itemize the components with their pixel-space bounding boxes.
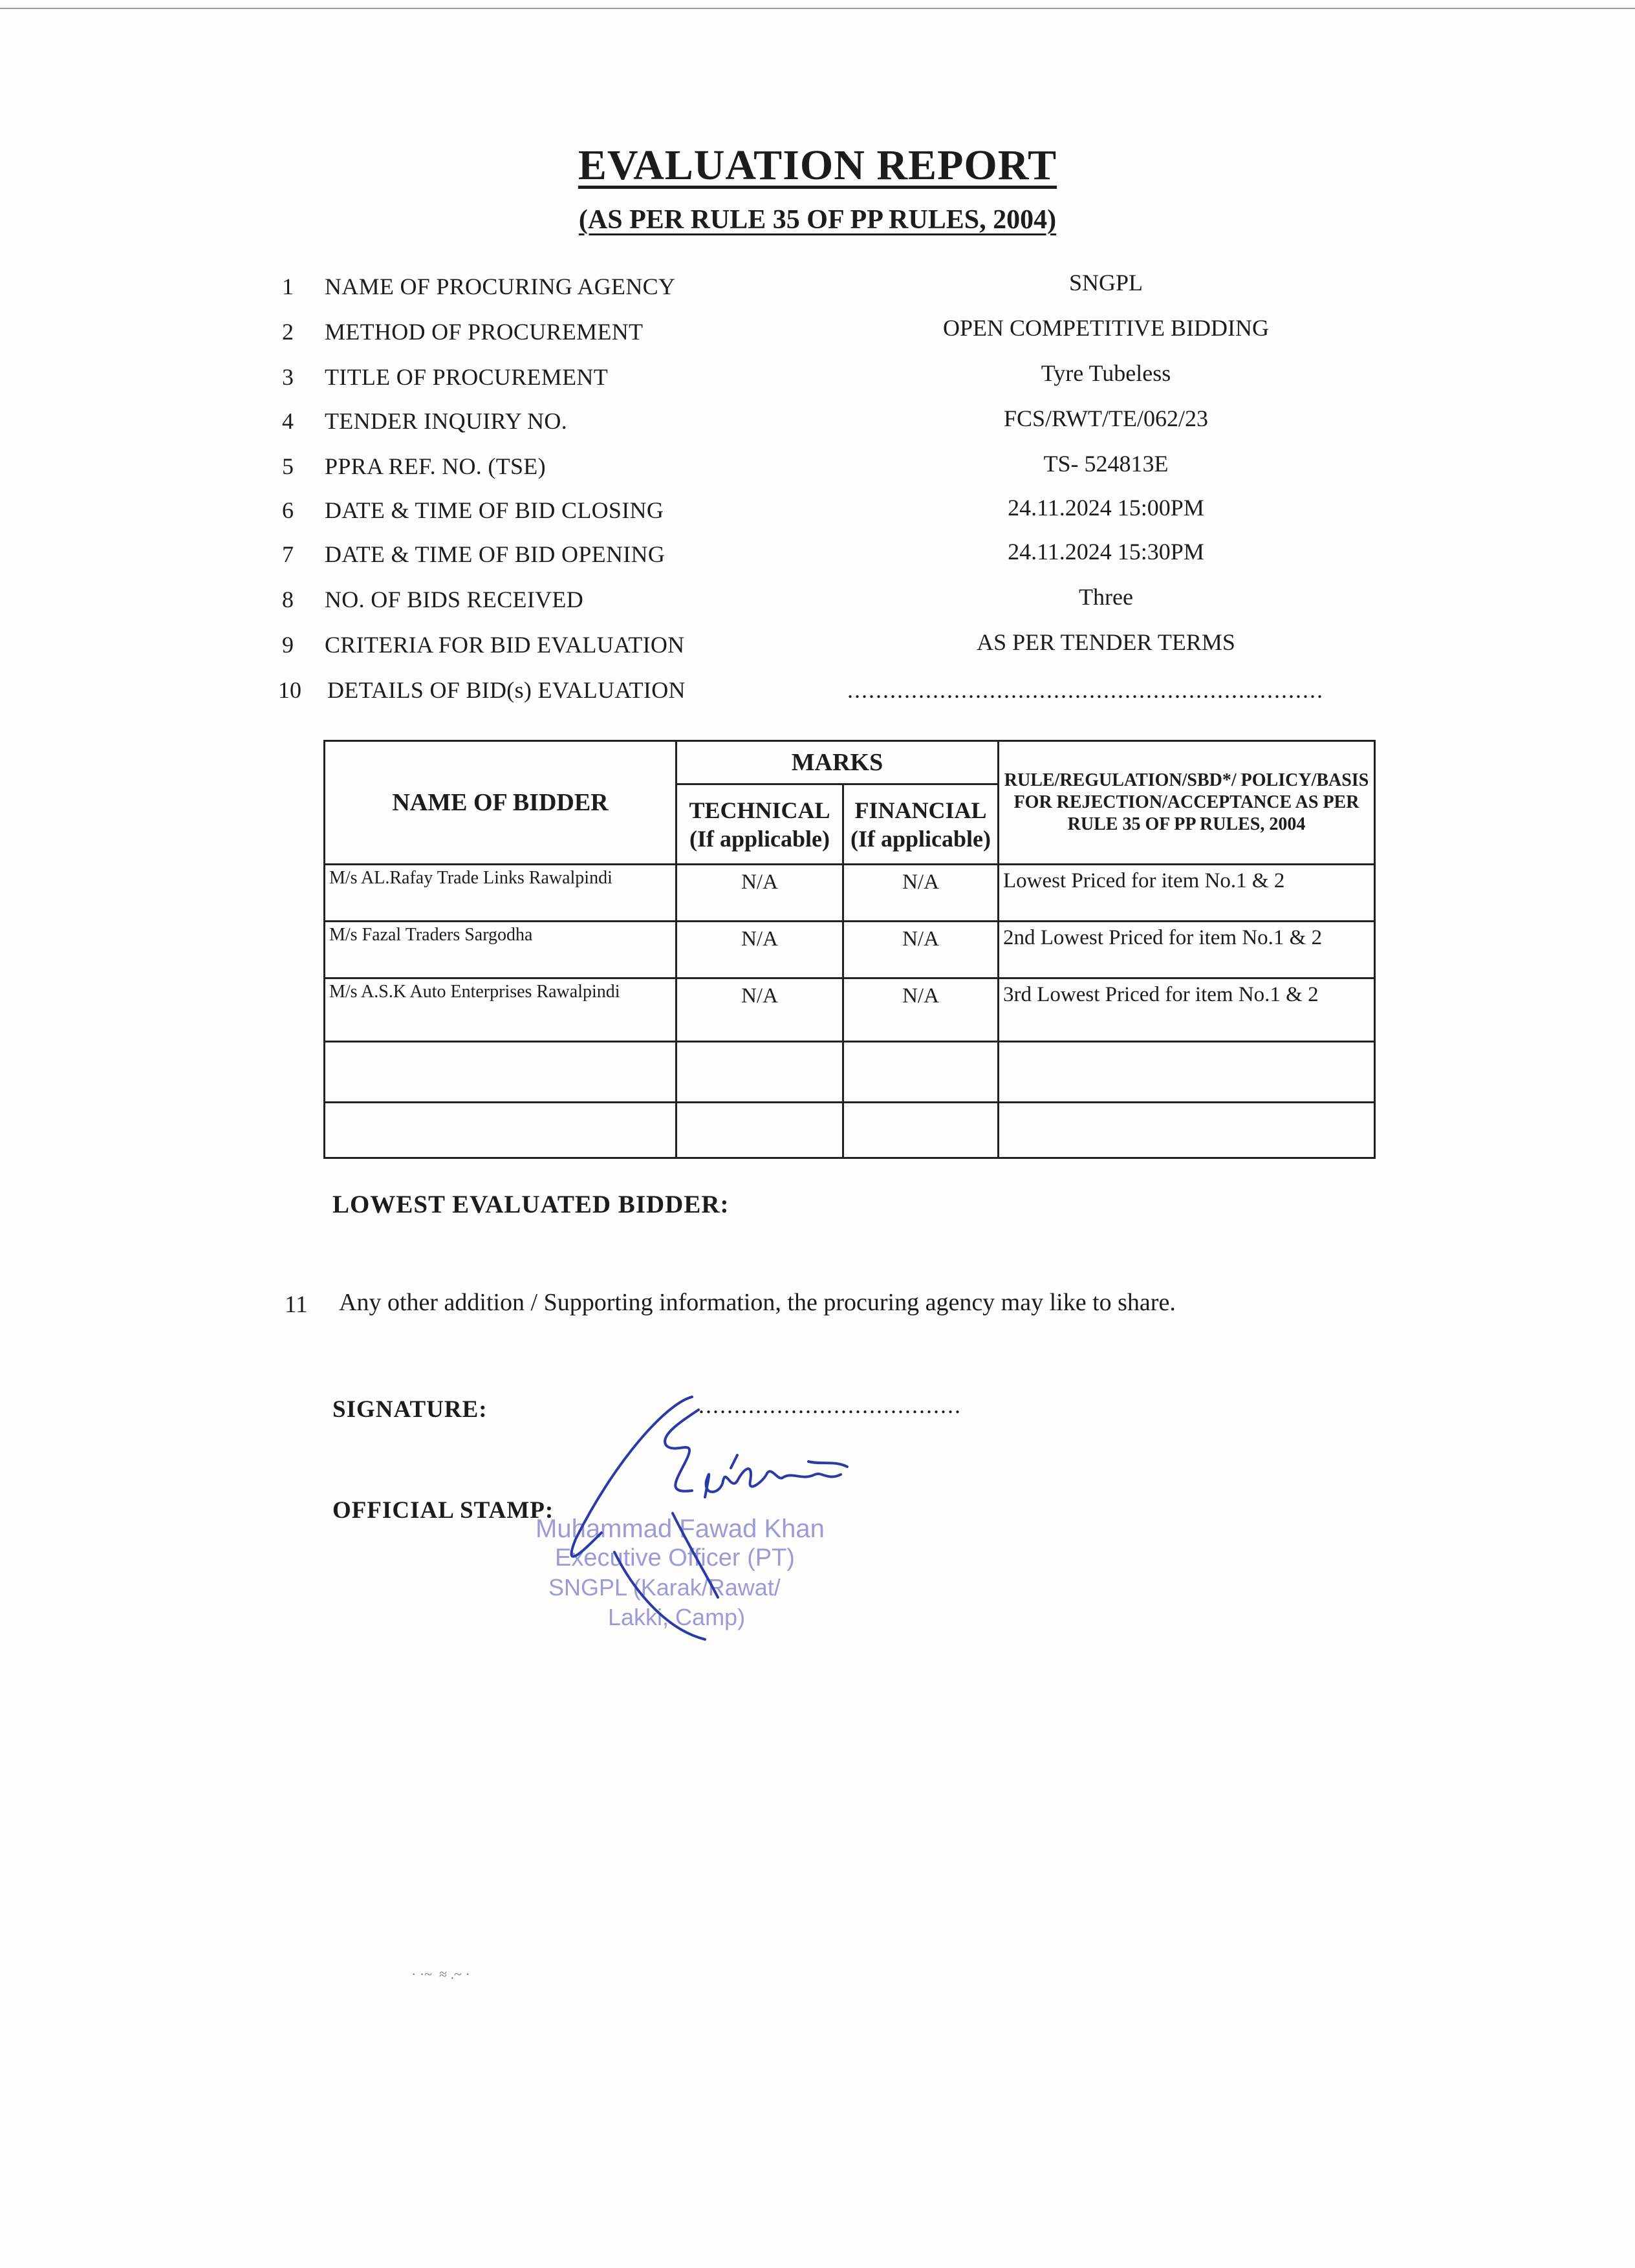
header-financial-note: (If applicable): [850, 825, 991, 852]
signature-label: SIGNATURE:: [332, 1396, 488, 1423]
field-value: FCS/RWT/TE/062/23: [1003, 405, 1209, 431]
signature-dotted-line: .....................................: [698, 1392, 962, 1418]
field-label: PPRA REF. NO. (TSE): [325, 453, 546, 479]
field-method: [0, 315, 1635, 357]
bidder-name: M/s A.S.K Auto Enterprises Rawalpindi: [325, 978, 677, 1042]
field-number: 9: [282, 632, 294, 658]
field-value: Tyre Tubeless: [1041, 360, 1171, 386]
field-number: 3: [282, 364, 294, 390]
field-tender-inquiry: [0, 407, 1635, 446]
field-title: [0, 360, 1635, 402]
header-financial: [843, 784, 999, 865]
field-label: CRITERIA FOR BID EVALUATION: [325, 632, 685, 658]
financial-mark: N/A: [843, 865, 999, 922]
field-label: TENDER INQUIRY NO.: [325, 408, 568, 434]
stamp-line-location: Lakki, Camp): [608, 1604, 746, 1630]
header-technical-note: (If applicable): [689, 825, 830, 852]
field-criteria: [0, 631, 1635, 670]
basis-text: 3rd Lowest Priced for item No.1 & 2: [999, 978, 1375, 1042]
field-bid-opening: [0, 541, 1635, 579]
table-row: [325, 1103, 1375, 1158]
field-number: 4: [282, 408, 294, 434]
field-number: 5: [282, 453, 294, 479]
field-value: Three: [1079, 584, 1133, 610]
header-technical-label: TECHNICAL: [689, 797, 830, 823]
table-row: [325, 1042, 1375, 1103]
field-label: NO. OF BIDS RECEIVED: [325, 587, 584, 612]
header-financial-label: FINANCIAL: [854, 797, 987, 823]
field-procuring-agency: [0, 270, 1635, 312]
stamp-line-organization: SNGPL (Karak/Rawat/: [548, 1574, 781, 1601]
financial-mark: [843, 1103, 999, 1158]
basis-text: Lowest Priced for item No.1 & 2: [999, 865, 1375, 922]
report-subtitle: (AS PER RULE 35 OF PP RULES, 2004): [578, 205, 1057, 235]
bidder-name: [325, 1042, 677, 1103]
field-number: 6: [282, 497, 294, 523]
report-title: EVALUATION REPORT: [578, 142, 1057, 189]
bidder-name: [325, 1103, 677, 1158]
basis-text: [999, 1042, 1375, 1103]
table-row: [325, 922, 1375, 978]
handwritten-signature-icon: [537, 1384, 899, 1643]
table-row: [325, 865, 1375, 922]
field-label: NAME OF PROCURING AGENCY: [325, 274, 676, 299]
field-ppra-ref: [0, 453, 1635, 491]
table-row: [325, 978, 1375, 1042]
stamp-line-name: Muhammad Fawad Khan: [536, 1515, 825, 1543]
field-value: 24.11.2024 15:00PM: [1008, 495, 1204, 521]
stamp-line-designation: Executive Officer (PT): [555, 1544, 795, 1571]
field-bid-closing: [0, 497, 1635, 535]
basis-text: [999, 1103, 1375, 1158]
bids-table: [323, 740, 1376, 1159]
field-value: SNGPL: [1068, 270, 1143, 296]
field-label: DETAILS OF BID(s) EVALUATION: [327, 677, 686, 703]
official-stamp-label: OFFICIAL STAMP:: [332, 1497, 554, 1524]
field-bid-details: [0, 676, 1635, 715]
lowest-evaluated-bidder-label: LOWEST EVALUATED BIDDER:: [332, 1191, 730, 1218]
field-dotted-line: ...................................................................: [847, 677, 1324, 703]
field-value: 24.11.2024 15:30PM: [1008, 539, 1204, 565]
scan-edge-line: [0, 8, 1635, 9]
financial-mark: N/A: [843, 978, 999, 1042]
field-value: TS- 524813E: [1043, 451, 1169, 477]
other-info-number: 11: [285, 1291, 308, 1318]
field-label: DATE & TIME OF BID CLOSING: [325, 497, 664, 523]
header-marks: MARKS: [677, 741, 999, 784]
field-label: DATE & TIME OF BID OPENING: [325, 541, 666, 567]
technical-mark: [677, 1042, 843, 1103]
financial-mark: N/A: [843, 922, 999, 978]
other-info-text: Any other addition / Supporting information, the procuring agency may like to share.: [339, 1289, 1176, 1316]
field-number: 1: [282, 274, 294, 299]
technical-mark: N/A: [677, 978, 843, 1042]
header-technical: [677, 784, 843, 865]
technical-mark: N/A: [677, 922, 843, 978]
technical-mark: [677, 1103, 843, 1158]
header-bidder-name: NAME OF BIDDER: [325, 741, 677, 865]
field-label: TITLE OF PROCUREMENT: [325, 364, 608, 390]
field-value: OPEN COMPETITIVE BIDDING: [943, 315, 1269, 341]
financial-mark: [843, 1042, 999, 1103]
field-number: 7: [282, 541, 294, 567]
field-number: 10: [278, 677, 301, 703]
field-value: AS PER TENDER TERMS: [977, 629, 1235, 655]
scan-smudge-icon: · ·~ ≈ .~ ·: [411, 1966, 470, 1982]
field-number: 8: [282, 587, 294, 612]
bidder-name: M/s Fazal Traders Sargodha: [325, 922, 677, 978]
bidder-name: M/s AL.Rafay Trade Links Rawalpindi: [325, 865, 677, 922]
field-bids-received: [0, 586, 1635, 625]
field-number: 2: [282, 319, 294, 345]
table-header-row: [325, 741, 1375, 784]
header-rule-basis: RULE/REGULATION/SBD*/ POLICY/BASIS FOR REJECTION/ACCEPTANCE AS PER RULE 35 OF PP RULES, 2004: [999, 741, 1375, 865]
technical-mark: N/A: [677, 865, 843, 922]
field-label: METHOD OF PROCUREMENT: [325, 319, 644, 345]
basis-text: 2nd Lowest Priced for item No.1 & 2: [999, 922, 1375, 978]
